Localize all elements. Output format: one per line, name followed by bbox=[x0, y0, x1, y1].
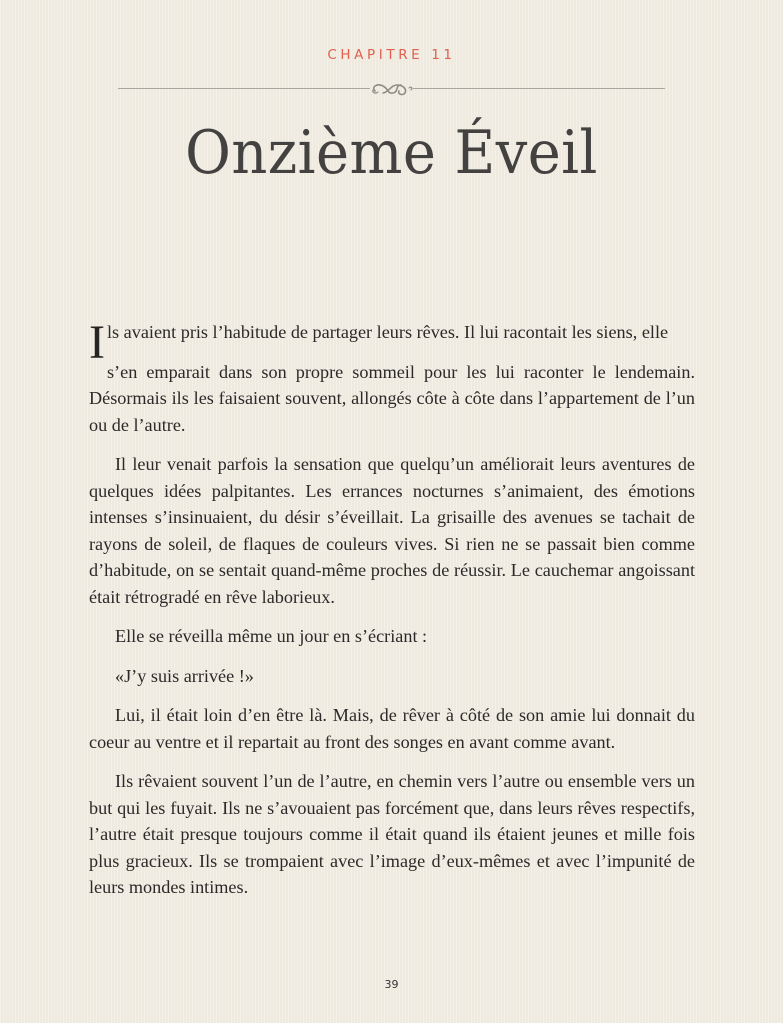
paragraph: Lui, il était loin d’en être là. Mais, de rêver à côté de son amie lui donnait du coeur au ventre et il repartait au front des songes en avant comme avant. bbox=[89, 705, 695, 752]
first-paragraph-rest: s’en emparait dans son propre sommeil pour les lui raconter le lendemain. Désormais ils les faisaient souvent, allongés côte à côte dans l’appartement de l’un ou de l’autre. bbox=[89, 361, 695, 435]
divider-rule-left bbox=[118, 88, 370, 89]
chapter-body bbox=[89, 309, 695, 914]
divider-rule-right bbox=[413, 88, 665, 89]
paragraph: Elle se réveilla même un jour en s’écriant : bbox=[115, 626, 428, 646]
paragraph: «J’y suis arrivée !» bbox=[115, 665, 254, 686]
paragraph-first bbox=[89, 309, 695, 438]
flourish-ornament-icon bbox=[369, 79, 415, 99]
chapter-label: CHAPITRE 11 bbox=[327, 47, 456, 63]
paragraph: Ils rêvaient souvent l’un de l’autre, en chemin vers l’autre ou ensemble vers un but qui les fuyait. Ils ne s’avouaient pas forcément que, dans leurs rêves respectifs, l’autre était presque toujours comme il était quand ils étaient jeunes et mille fois plus gracieux. Ils se trompaient avec l’image d’eux-mêmes et avec l’impunité de leurs mondes intimes. bbox=[89, 771, 695, 897]
first-line-text: ls avaient pris l’habitude de partager leurs rêves. Il lui racontait les siens, elle bbox=[106, 322, 669, 342]
paragraph: Il leur venait parfois la sensation que quelqu’un améliorait leurs aventures de quelques idées palpitantes. Les errances nocturnes s’animaient, des émotions intenses s’insinuaient, du désir s’éveillait. La grisaille des avenues se tachait de rayons de soleil, de flaques de couleurs vives. Si rien ne se passait bien comme d’habitude, on se sentait quand-même proches de réussir. Le cauchemar angoissant était rétrogradé en rêve laborieux. bbox=[89, 454, 695, 607]
chapter-title: Onzième Éveil bbox=[185, 118, 598, 188]
drop-cap: I bbox=[89, 316, 105, 369]
page-number: 39 bbox=[384, 978, 399, 991]
first-line bbox=[89, 309, 695, 369]
